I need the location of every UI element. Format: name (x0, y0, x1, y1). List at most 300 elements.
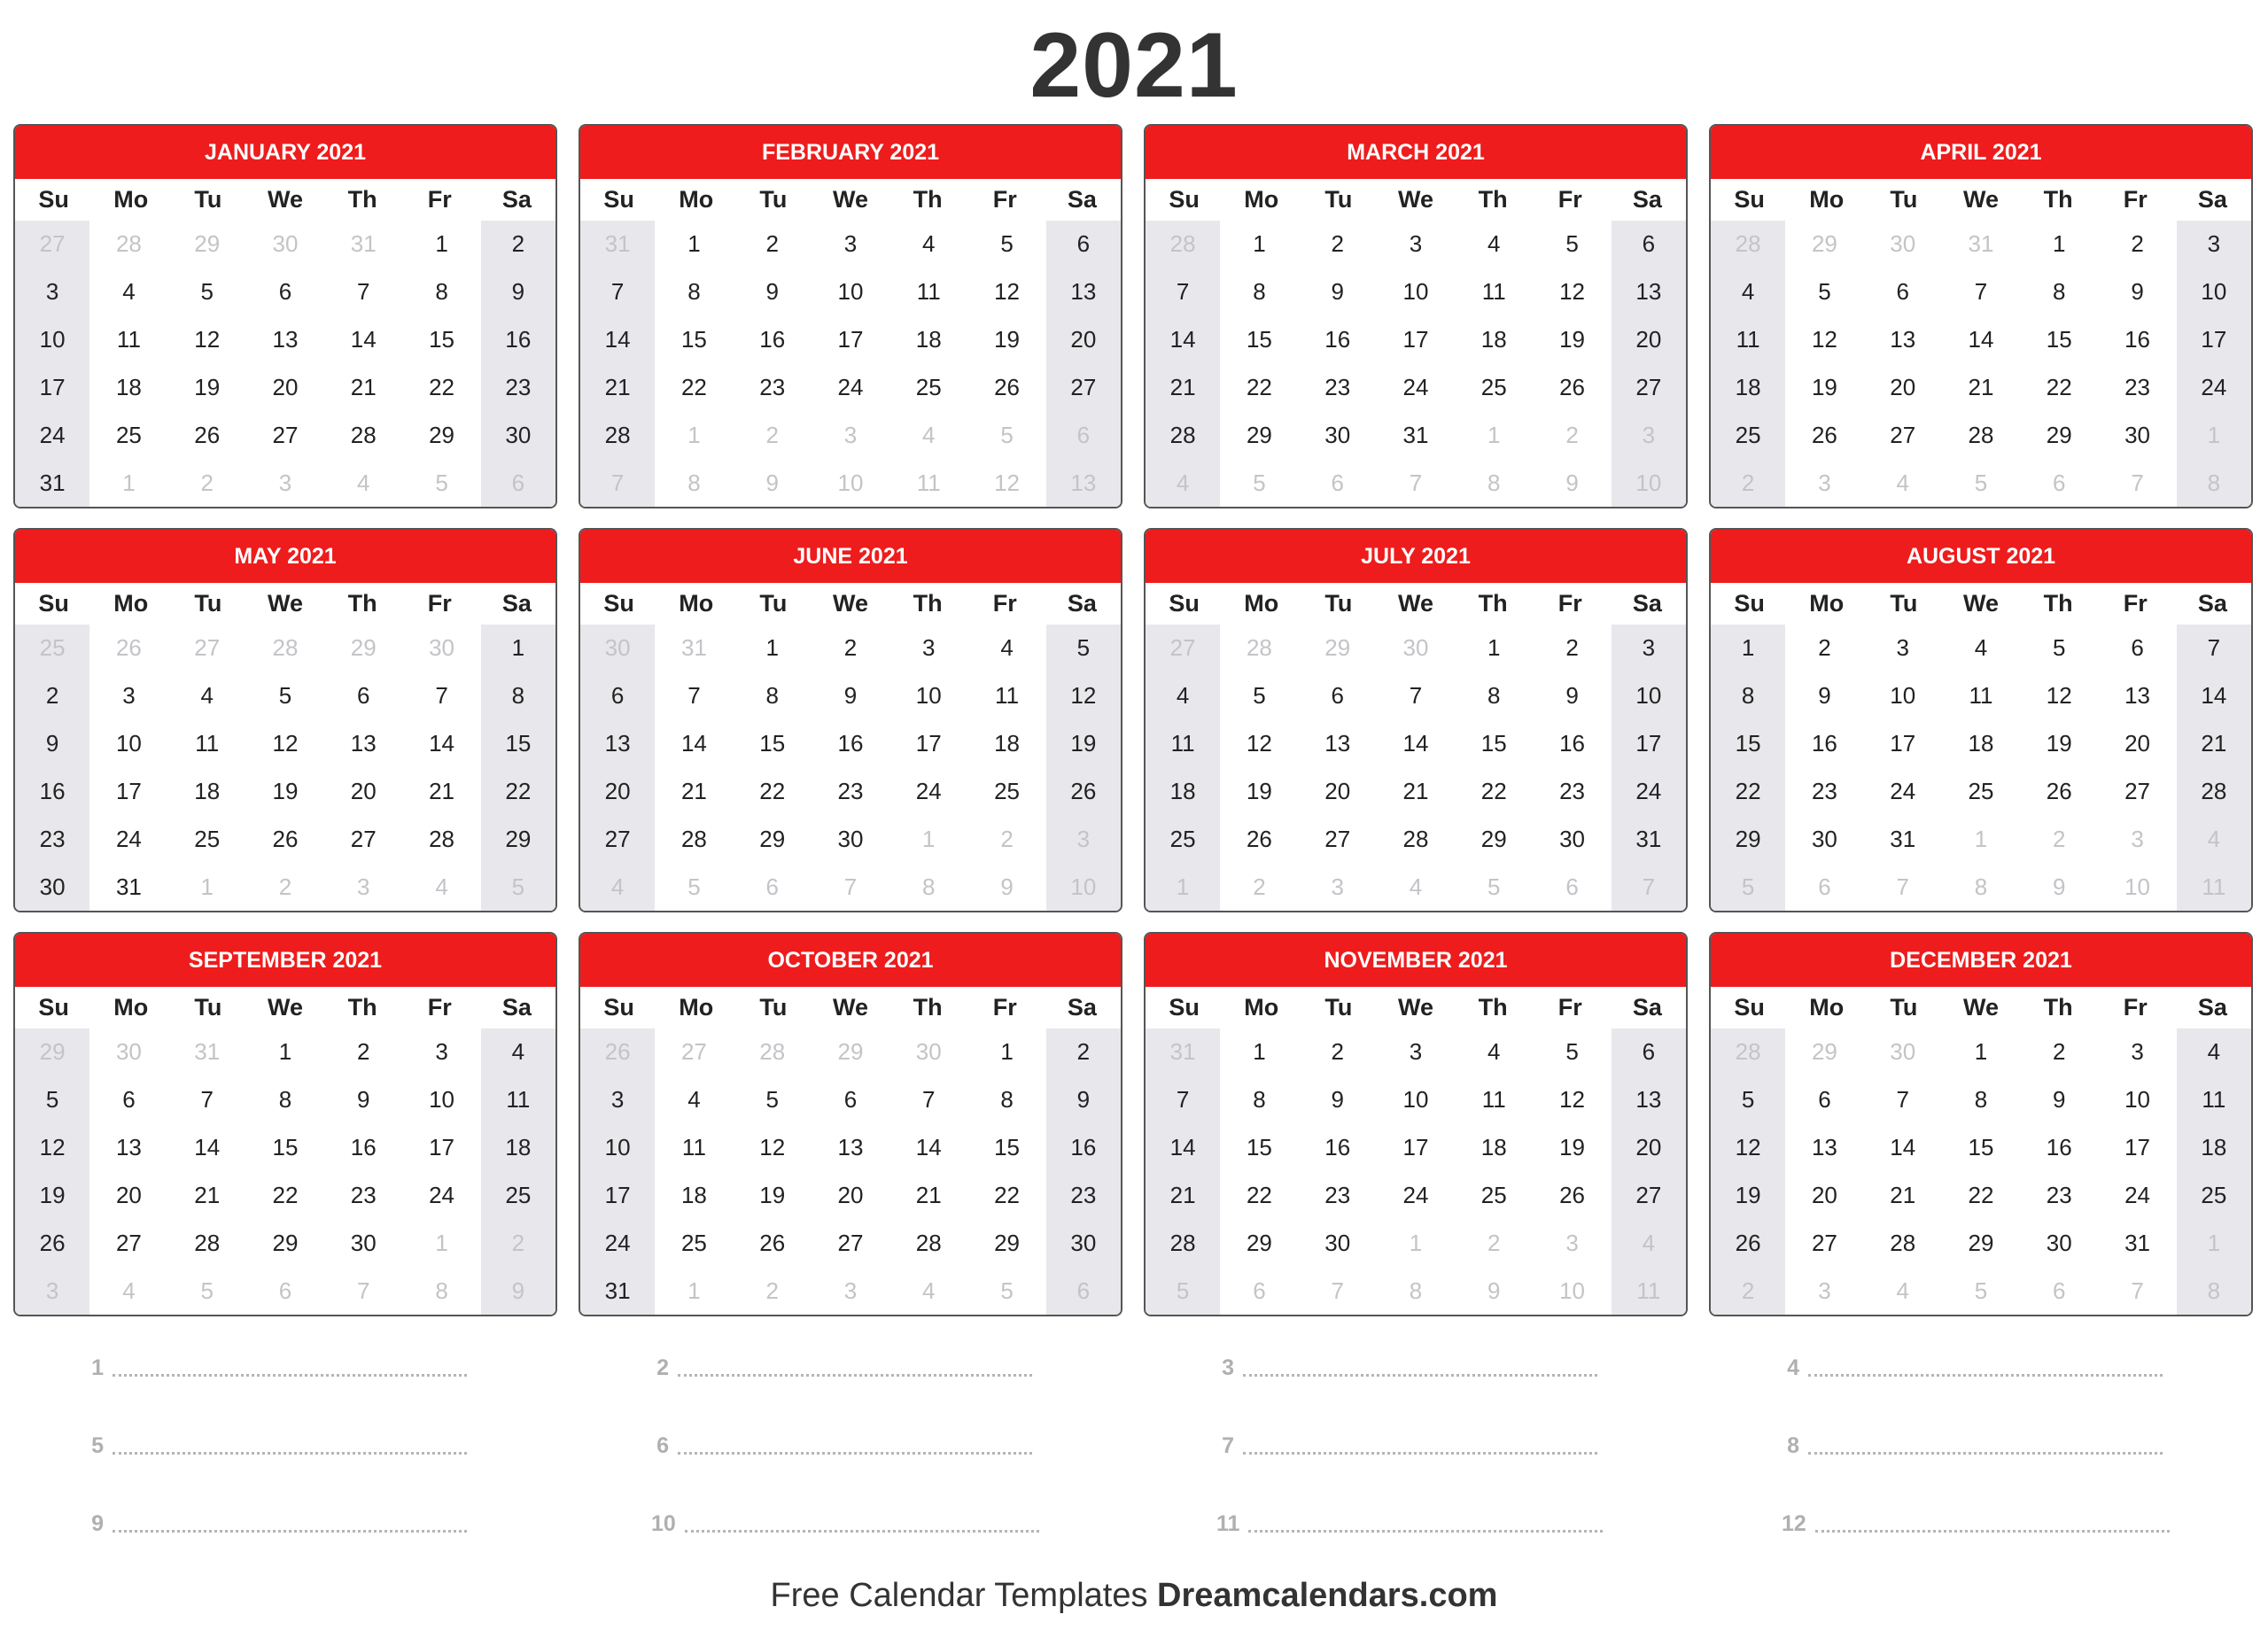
note-number: 6 (656, 1432, 669, 1458)
weekday-label: Th (1478, 590, 1508, 617)
day-cell: 17 (2100, 1126, 2174, 1170)
day-cell: 3 (1301, 865, 1375, 909)
day-cell: 10 (404, 1078, 478, 1122)
day-cell: 31 (15, 459, 89, 507)
week-row (580, 411, 1121, 459)
day-cell: 8 (2022, 270, 2096, 314)
day-cell: 19 (735, 1173, 810, 1217)
day-cell: 25 (15, 625, 89, 672)
note-line-item (579, 1329, 1122, 1407)
day-cell: 21 (170, 1173, 245, 1217)
day-cell: 3 (1379, 222, 1453, 267)
weekday-label: We (267, 186, 303, 213)
day-cell: 31 (170, 1030, 245, 1075)
day-cell: 28 (735, 1030, 810, 1075)
day-cell: 5 (1146, 1267, 1220, 1315)
footer (0, 1577, 2268, 1615)
day-cell: 22 (656, 365, 731, 409)
day-cell: 9 (735, 461, 810, 505)
day-cell: 23 (1534, 769, 1609, 813)
day-cell: 22 (1222, 365, 1296, 409)
week-row (15, 411, 555, 459)
day-cell: 5 (1456, 865, 1531, 909)
week-row (1146, 1267, 1686, 1315)
week-row (1711, 221, 2251, 268)
day-cell: 11 (1612, 1267, 1686, 1315)
weekday-label: Su (38, 590, 69, 617)
day-cell: 16 (1787, 722, 1861, 766)
day-cell: 8 (248, 1078, 322, 1122)
day-cell: 5 (969, 413, 1044, 457)
day-cell: 9 (735, 270, 810, 314)
day-cell: 20 (580, 767, 655, 815)
day-cell: 29 (969, 1221, 1044, 1265)
day-cell: 30 (248, 222, 322, 267)
week-row (15, 672, 555, 720)
day-cell: 7 (813, 865, 888, 909)
day-cell: 3 (813, 1269, 888, 1313)
day-cell: 6 (1046, 1267, 1121, 1315)
day-cell: 1 (1711, 625, 1785, 672)
weekday-label: Sa (2197, 186, 2227, 213)
week-row (580, 720, 1121, 768)
day-cell: 17 (1379, 1126, 1453, 1170)
week-row (1711, 815, 2251, 863)
day-cell: 6 (1534, 865, 1609, 909)
weekday-label: Fr (992, 590, 1017, 617)
day-cell: 10 (2177, 268, 2251, 316)
day-cell: 1 (656, 1269, 731, 1313)
day-cell: 6 (1787, 1078, 1861, 1122)
day-cell: 4 (969, 626, 1044, 671)
day-cell: 31 (2100, 1221, 2174, 1265)
day-cell: 4 (1379, 865, 1453, 909)
day-cell: 9 (1046, 1076, 1121, 1124)
day-cell: 27 (656, 1030, 731, 1075)
day-cell: 17 (1612, 720, 1686, 768)
day-cell: 14 (404, 722, 478, 766)
weekday-label: Mo (113, 590, 149, 617)
day-cell: 17 (813, 318, 888, 362)
day-cell: 12 (735, 1126, 810, 1170)
day-cell: 26 (735, 1221, 810, 1265)
day-cell: 16 (813, 722, 888, 766)
week-row (15, 815, 555, 863)
weekday-label: Th (913, 186, 943, 213)
weekday-label: Fr (992, 994, 1017, 1021)
day-cell: 24 (1379, 1173, 1453, 1217)
day-cell: 16 (1534, 722, 1609, 766)
day-cell: 27 (1046, 363, 1121, 411)
day-cell: 7 (2100, 461, 2174, 505)
day-cell: 17 (891, 722, 966, 766)
day-cell: 19 (248, 769, 322, 813)
day-cell: 13 (1046, 459, 1121, 507)
day-cell: 28 (404, 817, 478, 861)
day-cell: 7 (1944, 270, 2018, 314)
day-cell: 9 (2100, 270, 2174, 314)
day-cell: 28 (1146, 1219, 1220, 1267)
day-cell: 27 (248, 413, 322, 457)
day-cell: 2 (735, 222, 810, 267)
day-cell: 2 (1301, 222, 1375, 267)
day-cell: 16 (735, 318, 810, 362)
day-cell: 28 (248, 626, 322, 671)
day-cell: 12 (1534, 1078, 1609, 1122)
day-cell: 8 (1379, 1269, 1453, 1313)
note-line-item (579, 1485, 1122, 1563)
day-cell: 24 (1379, 365, 1453, 409)
day-cell: 20 (2100, 722, 2174, 766)
day-cell: 29 (2022, 413, 2096, 457)
note-number: 8 (1787, 1432, 1799, 1458)
day-cell: 2 (1711, 459, 1785, 507)
day-cell: 7 (2177, 625, 2251, 672)
day-cell: 18 (891, 318, 966, 362)
weekday-label: Fr (2123, 994, 2148, 1021)
day-cell: 24 (580, 1219, 655, 1267)
day-cell: 21 (1146, 1171, 1220, 1219)
month-calendar (1709, 528, 2253, 912)
week-row (1711, 1076, 2251, 1124)
day-cell: 10 (891, 674, 966, 718)
weekday-label: We (1962, 186, 1999, 213)
day-cell: 25 (91, 413, 166, 457)
weekday-label: Tu (759, 186, 788, 213)
day-cell: 14 (1146, 316, 1220, 364)
weekday-label: We (832, 994, 868, 1021)
day-cell: 10 (1379, 1078, 1453, 1122)
day-cell: 24 (404, 1173, 478, 1217)
day-cell: 19 (1711, 1171, 1785, 1219)
note-number: 4 (1787, 1354, 1799, 1380)
day-cell: 2 (2022, 1030, 2096, 1075)
weekday-label: Th (1478, 994, 1508, 1021)
weekday-label: Th (2043, 590, 2073, 617)
day-cell: 5 (1787, 270, 1861, 314)
weekday-label: Tu (194, 994, 222, 1021)
footer-brand: Dreamcalendars.com (1157, 1577, 1498, 1614)
day-cell: 17 (1379, 318, 1453, 362)
day-cell: 7 (1866, 865, 1940, 909)
week-row (580, 268, 1121, 316)
day-cell: 21 (1146, 363, 1220, 411)
day-cell: 10 (15, 316, 89, 364)
day-cell: 2 (481, 221, 555, 268)
day-cell: 2 (1534, 413, 1609, 457)
day-cell: 14 (1866, 1126, 1940, 1170)
day-cell: 23 (481, 363, 555, 411)
day-cell: 1 (1944, 1030, 2018, 1075)
month-calendar (579, 528, 1122, 912)
dotted-line (113, 1530, 467, 1533)
day-cell: 28 (91, 222, 166, 267)
day-cell: 25 (969, 769, 1044, 813)
month-header: DECEMBER 2021 (1711, 934, 2251, 987)
day-cell: 29 (1456, 817, 1531, 861)
day-cell: 2 (2022, 817, 2096, 861)
day-cell: 6 (1046, 411, 1121, 459)
day-cell: 24 (891, 769, 966, 813)
months-grid (13, 124, 2255, 1316)
day-cell: 27 (1146, 625, 1220, 672)
day-cell: 14 (656, 722, 731, 766)
day-cell: 5 (656, 865, 731, 909)
day-cell: 21 (404, 769, 478, 813)
day-cell: 9 (1301, 1078, 1375, 1122)
day-cell: 30 (891, 1030, 966, 1075)
day-cell: 31 (1146, 1028, 1220, 1076)
dotted-line (113, 1374, 467, 1377)
day-cell: 3 (813, 222, 888, 267)
day-cell: 3 (1379, 1030, 1453, 1075)
day-cell: 8 (1944, 865, 2018, 909)
day-cell: 21 (1866, 1173, 1940, 1217)
note-number: 10 (651, 1510, 676, 1536)
day-cell: 22 (735, 769, 810, 813)
day-cell: 23 (2100, 365, 2174, 409)
day-cell: 9 (2022, 865, 2096, 909)
weekday-label: Sa (501, 186, 532, 213)
weekday-header-row (580, 987, 1121, 1028)
day-cell: 1 (1456, 626, 1531, 671)
day-cell: 2 (481, 1219, 555, 1267)
week-row (1711, 316, 2251, 364)
day-cell: 27 (1787, 1221, 1861, 1265)
weekday-label: Th (2043, 186, 2073, 213)
day-cell: 14 (1379, 722, 1453, 766)
day-cell: 8 (1222, 270, 1296, 314)
month-header: JULY 2021 (1146, 530, 1686, 583)
day-cell: 6 (580, 672, 655, 720)
day-cell: 21 (326, 365, 400, 409)
day-cell: 27 (2100, 769, 2174, 813)
note-line-item (13, 1407, 557, 1485)
day-cell: 6 (248, 1269, 322, 1313)
day-cell: 28 (1222, 626, 1296, 671)
day-cell: 14 (1944, 318, 2018, 362)
day-cell: 8 (735, 674, 810, 718)
day-cell: 2 (248, 865, 322, 909)
day-cell: 25 (891, 365, 966, 409)
day-cell: 26 (15, 1219, 89, 1267)
day-cell: 31 (580, 221, 655, 268)
day-cell: 13 (1866, 318, 1940, 362)
note-line-item (13, 1485, 557, 1563)
day-cell: 9 (481, 1267, 555, 1315)
day-cell: 6 (1046, 221, 1121, 268)
day-cell: 6 (248, 270, 322, 314)
dotted-line (1243, 1374, 1597, 1377)
day-cell: 13 (1612, 268, 1686, 316)
day-cell: 24 (2177, 363, 2251, 411)
day-cell: 4 (326, 461, 400, 505)
week-row (580, 815, 1121, 863)
day-cell: 4 (404, 865, 478, 909)
weekday-label: Su (603, 994, 634, 1021)
day-cell: 11 (170, 722, 245, 766)
day-cell: 17 (580, 1171, 655, 1219)
month-header: SEPTEMBER 2021 (15, 934, 555, 987)
footer-text: Free Calendar Templates (770, 1577, 1158, 1614)
day-cell: 4 (1944, 626, 2018, 671)
day-cell: 25 (656, 1221, 731, 1265)
day-cell: 18 (170, 769, 245, 813)
day-cell: 15 (1222, 1126, 1296, 1170)
day-cell: 11 (481, 1076, 555, 1124)
day-cell: 3 (1534, 1221, 1609, 1265)
week-row (1146, 411, 1686, 459)
day-cell: 7 (580, 268, 655, 316)
day-cell: 28 (1866, 1221, 1940, 1265)
note-line-item (1709, 1407, 2253, 1485)
day-cell: 14 (891, 1126, 966, 1170)
day-cell: 4 (91, 270, 166, 314)
day-cell: 20 (248, 365, 322, 409)
day-cell: 7 (1146, 1076, 1220, 1124)
day-cell: 1 (1222, 1030, 1296, 1075)
day-cell: 27 (15, 221, 89, 268)
weekday-label: Fr (427, 994, 452, 1021)
week-row (1146, 672, 1686, 720)
day-cell: 30 (1046, 1219, 1121, 1267)
day-cell: 19 (1534, 1126, 1609, 1170)
day-cell: 31 (1944, 222, 2018, 267)
day-cell: 5 (1711, 863, 1785, 911)
day-cell: 15 (1222, 318, 1296, 362)
day-cell: 30 (404, 626, 478, 671)
day-cell: 1 (404, 1221, 478, 1265)
day-cell: 25 (481, 1171, 555, 1219)
dotted-line (1808, 1452, 2163, 1455)
day-cell: 1 (735, 626, 810, 671)
day-cell: 7 (1866, 1078, 1940, 1122)
day-cell: 6 (813, 1078, 888, 1122)
day-cell: 2 (1711, 1267, 1785, 1315)
day-cell: 29 (170, 222, 245, 267)
day-cell: 16 (2022, 1126, 2096, 1170)
day-cell: 10 (580, 1124, 655, 1172)
day-cell: 20 (1612, 1124, 1686, 1172)
month-header: NOVEMBER 2021 (1146, 934, 1686, 987)
day-cell: 5 (170, 1269, 245, 1313)
day-cell: 5 (735, 1078, 810, 1122)
week-row (1711, 268, 2251, 316)
weekday-label: Tu (1324, 590, 1353, 617)
day-cell: 8 (2177, 459, 2251, 507)
day-cell: 10 (813, 461, 888, 505)
month-header: JANUARY 2021 (15, 126, 555, 179)
day-cell: 18 (1456, 318, 1531, 362)
day-cell: 28 (1146, 411, 1220, 459)
day-cell: 4 (580, 863, 655, 911)
day-cell: 6 (481, 459, 555, 507)
day-cell: 29 (1787, 222, 1861, 267)
week-row (15, 316, 555, 364)
weekday-label: We (1397, 186, 1433, 213)
day-cell: 2 (1046, 1028, 1121, 1076)
weekday-header-row (1711, 583, 2251, 625)
weekday-label: Sa (1632, 186, 1662, 213)
dotted-line (678, 1452, 1032, 1455)
day-cell: 29 (404, 413, 478, 457)
day-cell: 2 (2100, 222, 2174, 267)
weekday-label: Mo (1809, 186, 1845, 213)
day-cell: 13 (1612, 1076, 1686, 1124)
day-cell: 5 (1944, 461, 2018, 505)
note-number: 9 (91, 1510, 104, 1536)
day-cell: 22 (248, 1173, 322, 1217)
week-row (580, 316, 1121, 364)
day-cell: 9 (1534, 674, 1609, 718)
weekday-label: We (267, 590, 303, 617)
day-cell: 5 (1944, 1269, 2018, 1313)
day-cell: 1 (656, 413, 731, 457)
week-row (15, 1076, 555, 1124)
weekday-label: Fr (2123, 590, 2148, 617)
day-cell: 28 (1944, 413, 2018, 457)
day-cell: 5 (481, 863, 555, 911)
week-row (1711, 411, 2251, 459)
day-cell: 27 (813, 1221, 888, 1265)
day-cell: 25 (2177, 1171, 2251, 1219)
week-row (1711, 720, 2251, 768)
day-cell: 10 (91, 722, 166, 766)
day-cell: 30 (1379, 626, 1453, 671)
weekday-label: Su (1734, 186, 1765, 213)
weekday-label: Th (913, 590, 943, 617)
week-row (1711, 459, 2251, 507)
day-cell: 29 (813, 1030, 888, 1075)
week-row (580, 1171, 1121, 1219)
weekday-label: Su (1169, 590, 1200, 617)
day-cell: 10 (1612, 672, 1686, 720)
day-cell: 7 (404, 674, 478, 718)
day-cell: 5 (248, 674, 322, 718)
weekday-label: Tu (194, 590, 222, 617)
day-cell: 27 (1301, 817, 1375, 861)
day-cell: 18 (1711, 363, 1785, 411)
weekday-label: Tu (1890, 186, 1918, 213)
day-cell: 19 (170, 365, 245, 409)
weekday-label: Th (913, 994, 943, 1021)
day-cell: 7 (891, 1078, 966, 1122)
day-cell: 6 (326, 674, 400, 718)
day-cell: 1 (1944, 817, 2018, 861)
day-cell: 27 (1866, 413, 1940, 457)
week-row (1711, 1267, 2251, 1315)
note-line-item (1709, 1485, 2253, 1563)
day-cell: 17 (2177, 316, 2251, 364)
day-cell: 5 (969, 1269, 1044, 1313)
month-calendar (579, 932, 1122, 1316)
day-cell: 16 (326, 1126, 400, 1170)
week-row (15, 1124, 555, 1172)
dotted-line (1815, 1530, 2170, 1533)
day-cell: 14 (326, 318, 400, 362)
day-cell: 6 (1787, 865, 1861, 909)
day-cell: 8 (1456, 674, 1531, 718)
day-cell: 20 (813, 1173, 888, 1217)
day-cell: 15 (1944, 1126, 2018, 1170)
day-cell: 20 (326, 769, 400, 813)
week-row (15, 363, 555, 411)
weekday-label: Su (1169, 994, 1200, 1021)
day-cell: 20 (1046, 316, 1121, 364)
day-cell: 12 (1534, 270, 1609, 314)
day-cell: 12 (15, 1124, 89, 1172)
day-cell: 16 (1301, 1126, 1375, 1170)
